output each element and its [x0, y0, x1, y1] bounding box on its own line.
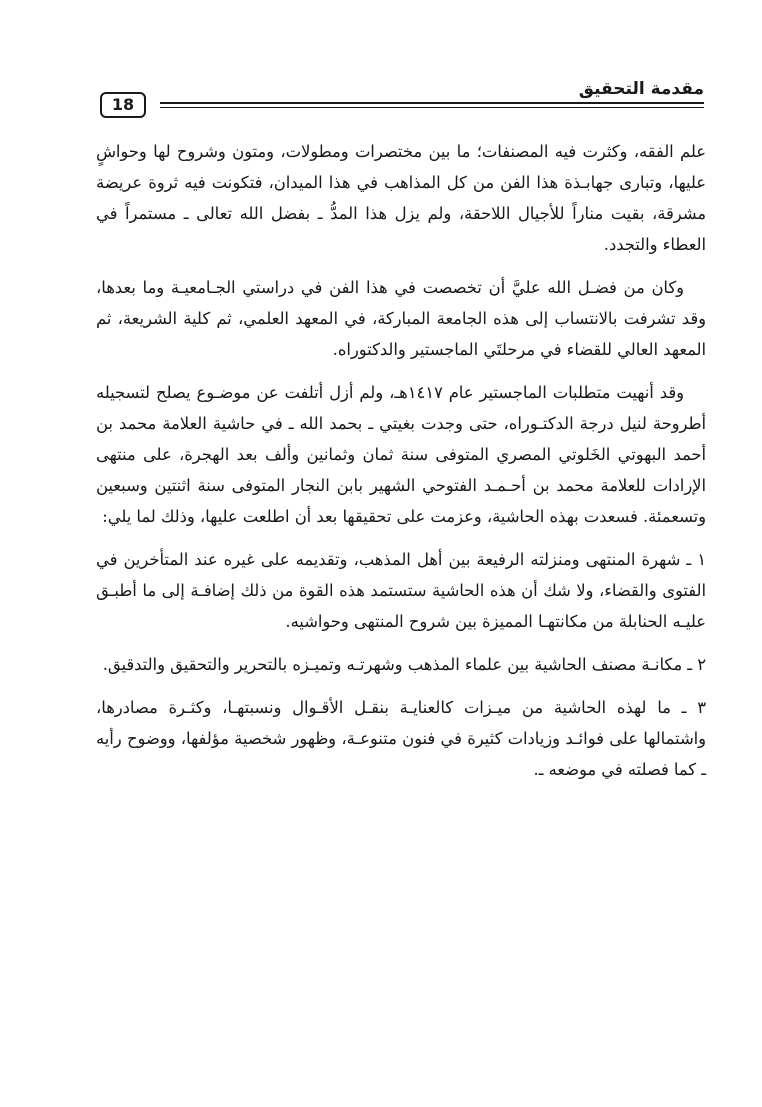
body-text	[96, 136, 706, 797]
list-item-reason-2: ٢ ـ مكانـة مصنف الحاشية بين علماء المذهب وشهرتـه وتميـزه بالتحرير والتحقيق والتدقيق.	[102, 655, 706, 674]
list-item-reason-1: ١ ـ شهرة المنتهى ومنزلته الرفيعة بين أهل المذهب، وتقديمه على غيره عند المتأخرين في الفتوى والقضاء، ولا شك أن هذه الحاشية ستستمد هذه القوة من ذلك إضافـة إلى ما أطبـق عليـه الحنابلة من مكانتهـا المميزة بين شروح المنتهى وحواشيه.	[96, 550, 706, 631]
paragraph-specialization: وكان من فضـل الله عليَّ أن تخصصت في هذا الفن في دراستي الجـامعيـة وما بعدها، وقد تشرفت بالانتساب إلى هذه الجامعة المباركة، في المعهد العلمي، ثم كلية الشريعة، ثم المعهد العالي للقضاء في مرحلتَي الماجستير والدكتوراه.	[96, 278, 706, 359]
list-item-reason-3: ٣ ـ ما لهذه الحاشية من ميـزات كالعنايـة بنقـل الأقـوال ونسبتهـا، وكثـرة مصادرها، واشتمالها على فوائـد وزيادات كثيرة في فنون متنوعـة، وظهور شخصية مؤلفها، ووضوح رأيه ـ كما فصلته في موضعه ـ.	[96, 698, 706, 779]
running-title: مقدمة التحقيق	[578, 79, 704, 99]
page-number: 18	[100, 92, 146, 118]
header-rule-thick	[160, 102, 704, 104]
paragraph-topic-choice: وقد أنهيت متطلبات الماجستير عام ١٤١٧هـ، ولم أزل أتلفت عن موضـوع يصلح لتسجيله أطروحة لنيل درجة الدكتـوراه، حتى وجدت بغيتي ـ بحمد الله ـ في حاشية العلامة محمد بن أحمد البهوتي الخَلوتي المصري المتوفى سنة ثمان وثمانين وألف بعد الهجرة، على منتهى الإرادات للعلامة محمد بن أحـمـد الفتوحي الشهير بابن النجار المتوفى سنة اثنتين وسبعين وتسعمئة. فسعدت بهذه الحاشية، وعزمت على تحقيقها بعد أن اطلعت عليها، وذلك لما يلي:	[96, 383, 706, 526]
paragraph-continuation: علم الفقه، وكثرت فيه المصنفات؛ ما بين مختصرات ومطولات، ومتون وشروح لها وحواشٍ عليها، وتبارى جهابـذة هذا الفن من كل المذاهب في هذا الميدان، فتكونت فيه ثروة عريضة مشرقة، بقيت مناراً للأجيال اللاحقة، ولم يزل هذا المدُّ ـ بفضل الله تعالى ـ مستمراً في العطاء والتجدد.	[96, 142, 706, 254]
header-rule-thin	[160, 107, 704, 108]
page-header	[100, 78, 704, 122]
